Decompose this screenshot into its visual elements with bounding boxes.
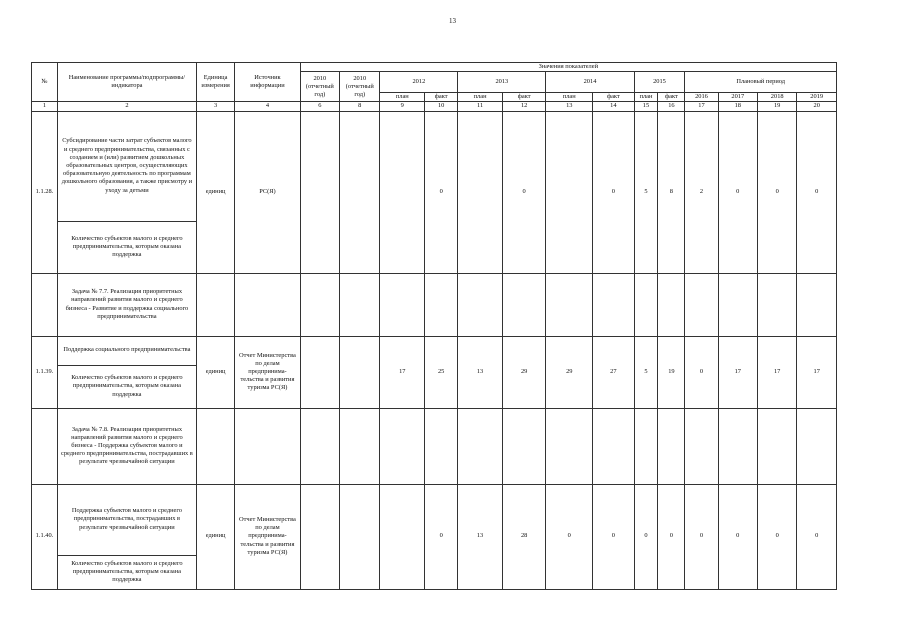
value-cell: 8 (658, 111, 685, 273)
indicators-table (31, 62, 837, 590)
empty-cell (797, 273, 837, 336)
value-cell: 0 (685, 336, 718, 408)
column-number: 14 (593, 102, 634, 111)
header-year-2018: 2018 (757, 93, 796, 102)
column-number: 6 (300, 102, 339, 111)
value-cell: 0 (718, 111, 757, 273)
empty-cell (502, 408, 546, 484)
value-cell (380, 111, 425, 273)
value-cell: 17 (380, 336, 425, 408)
empty-cell (32, 408, 58, 484)
empty-cell (634, 273, 658, 336)
row-number-1-1-39: 1.1.39. (32, 336, 58, 408)
row-number-1-1-28: 1.1.28. (32, 111, 58, 273)
source-cell: РС(Я) (235, 111, 300, 273)
value-cell: 0 (593, 484, 634, 589)
unit-cell: единиц (196, 111, 234, 273)
empty-cell (757, 408, 796, 484)
value-cell (340, 336, 380, 408)
empty-cell (340, 408, 380, 484)
empty-cell (32, 273, 58, 336)
column-number: 2 (57, 102, 196, 111)
column-number: 18 (718, 102, 757, 111)
empty-cell (634, 408, 658, 484)
column-number: 12 (502, 102, 546, 111)
empty-cell (797, 408, 837, 484)
value-cell: 0 (757, 111, 796, 273)
header-num: № (32, 63, 58, 102)
header-year-2017: 2017 (718, 93, 757, 102)
empty-cell (546, 273, 593, 336)
empty-cell (502, 273, 546, 336)
empty-cell (425, 273, 458, 336)
empty-cell (685, 273, 718, 336)
empty-cell (300, 273, 339, 336)
header-plan: план (634, 93, 658, 102)
value-cell: 29 (502, 336, 546, 408)
value-cell: 0 (658, 484, 685, 589)
header-year-2016: 2016 (685, 93, 718, 102)
indicator-name: Поддержка субъектов малого и среднего предпринимательства, пострадавших в результате чрезвычайной ситуации (57, 484, 196, 555)
unit-cell: единиц (196, 336, 234, 408)
column-number: 16 (658, 102, 685, 111)
column-number: 20 (797, 102, 837, 111)
value-cell: 0 (797, 484, 837, 589)
indicator-name: Количество субъектов малого и среднего предпринимательства, которым оказана поддержка (57, 555, 196, 589)
value-cell: 2 (685, 111, 718, 273)
value-cell (340, 111, 380, 273)
header-year-2010b: 2010 (отчетный год) (340, 72, 380, 102)
empty-cell (546, 408, 593, 484)
header-source: Источник информации (235, 63, 300, 102)
column-number: 19 (757, 102, 796, 111)
empty-cell (458, 273, 503, 336)
column-number: 11 (458, 102, 503, 111)
value-cell (380, 484, 425, 589)
empty-cell (235, 408, 300, 484)
column-number: 3 (196, 102, 234, 111)
empty-cell (458, 408, 503, 484)
header-fact: факт (425, 93, 458, 102)
header-year-2012: 2012 (380, 72, 458, 93)
value-cell (546, 111, 593, 273)
value-cell: 25 (425, 336, 458, 408)
empty-cell (425, 408, 458, 484)
empty-cell (300, 408, 339, 484)
header-plan: план (458, 93, 503, 102)
empty-cell (685, 408, 718, 484)
indicator-name: Количество субъектов малого и среднего предпринимательства, которым оказана поддержка (57, 221, 196, 273)
column-number: 8 (340, 102, 380, 111)
header-year-2015: 2015 (634, 72, 685, 93)
value-cell: 0 (425, 111, 458, 273)
value-cell: 19 (658, 336, 685, 408)
column-number: 9 (380, 102, 425, 111)
header-plan: план (546, 93, 593, 102)
header-fact: факт (658, 93, 685, 102)
header-unit: Единица измерения (196, 63, 234, 102)
empty-cell (380, 273, 425, 336)
header-planning-period: Плановый период (685, 72, 837, 93)
empty-cell (718, 408, 757, 484)
value-cell: 0 (685, 484, 718, 589)
header-name: Наименование программы/подпрограммы/индикатора (57, 63, 196, 102)
value-cell: 0 (757, 484, 796, 589)
header-year-2010a: 2010 (отчетный год) (300, 72, 339, 102)
value-cell: 0 (797, 111, 837, 273)
column-number: 17 (685, 102, 718, 111)
header-indicator-values: Значения показателей (300, 63, 836, 72)
empty-cell (718, 273, 757, 336)
value-cell: 0 (502, 111, 546, 273)
page-number: 13 (449, 17, 456, 25)
value-cell: 13 (458, 336, 503, 408)
indicator-name: Количество субъектов малого и среднего предпринимательства, которым оказана поддержка (57, 365, 196, 408)
column-number: 15 (634, 102, 658, 111)
indicator-name: Субсидирование части затрат субъектов малого и среднего предпринимательства, связанных с созданием и (или) развитием дошкольных образовательных центров, осуществляющих образовательную деятельность по программам дошкольного образования, а также присмотру и уходу за детьми (57, 111, 196, 221)
value-cell: 27 (593, 336, 634, 408)
value-cell: 0 (425, 484, 458, 589)
column-number: 1 (32, 102, 58, 111)
empty-cell (593, 408, 634, 484)
value-cell: 0 (634, 484, 658, 589)
value-cell (458, 111, 503, 273)
empty-cell (235, 273, 300, 336)
value-cell: 17 (797, 336, 837, 408)
source-cell: Отчет Министерства по делам предпринима- тельства и развития туризма РС(Я) (235, 484, 300, 589)
value-cell (340, 484, 380, 589)
value-cell (300, 484, 339, 589)
empty-cell (340, 273, 380, 336)
header-fact: факт (502, 93, 546, 102)
column-number: 10 (425, 102, 458, 111)
value-cell (300, 336, 339, 408)
task-title: Задача № 7.8. Реализация приоритетных направлений развития малого и среднего бизнеса - Поддержка субъектов малого и среднего предпринимательства, пострадавших в результате чрезвычайной ситуации (57, 408, 196, 484)
source-cell: Отчет Министерства по делам предпринима- тельства и развития туризма РС(Я) (235, 336, 300, 408)
header-year-2019: 2019 (797, 93, 837, 102)
empty-cell (593, 273, 634, 336)
header-year-2013: 2013 (458, 72, 546, 93)
value-cell: 17 (718, 336, 757, 408)
value-cell: 28 (502, 484, 546, 589)
empty-cell (196, 273, 234, 336)
value-cell: 5 (634, 336, 658, 408)
column-number: 13 (546, 102, 593, 111)
unit-cell: единиц (196, 484, 234, 589)
row-number-1-1-40: 1.1.40. (32, 484, 58, 589)
empty-cell (757, 273, 796, 336)
column-number: 4 (235, 102, 300, 111)
value-cell: 0 (546, 484, 593, 589)
value-cell: 17 (757, 336, 796, 408)
value-cell (300, 111, 339, 273)
value-cell: 13 (458, 484, 503, 589)
value-cell: 29 (546, 336, 593, 408)
empty-cell (196, 408, 234, 484)
indicator-name: Поддержка социального предпринимательства (57, 336, 196, 365)
header-year-2014: 2014 (546, 72, 634, 93)
header-fact: факт (593, 93, 634, 102)
value-cell: 0 (718, 484, 757, 589)
empty-cell (380, 408, 425, 484)
empty-cell (658, 408, 685, 484)
task-title: Задача № 7.7. Реализация приоритетных направлений развития малого и среднего бизнеса - Развитие и поддержка социального предпринимательства (57, 273, 196, 336)
header-plan: план (380, 93, 425, 102)
empty-cell (658, 273, 685, 336)
value-cell: 0 (593, 111, 634, 273)
value-cell: 5 (634, 111, 658, 273)
